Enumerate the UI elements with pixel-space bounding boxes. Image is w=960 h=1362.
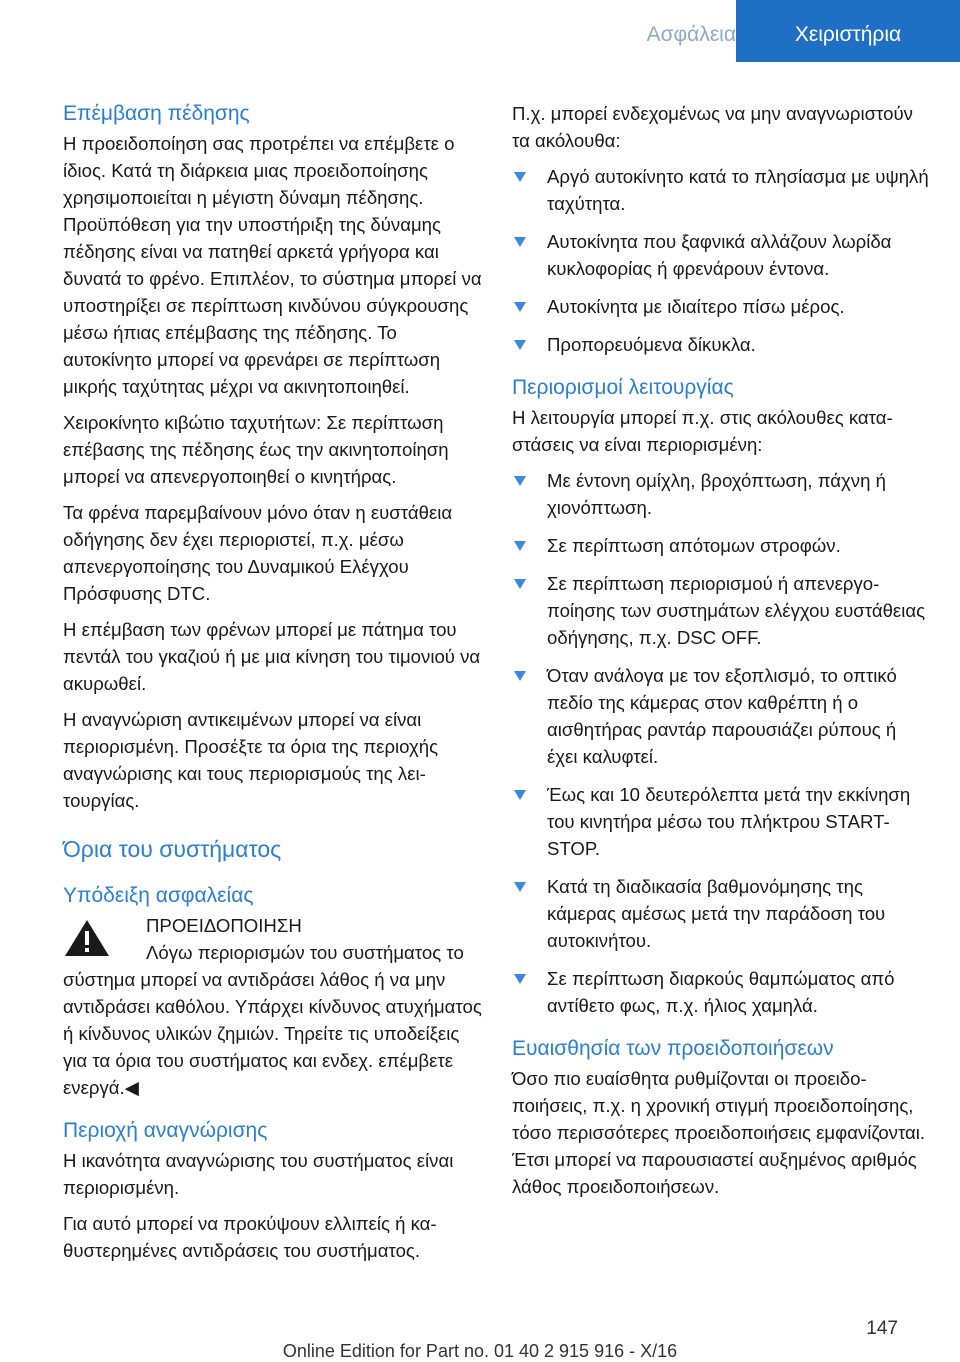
range-paragraph-1: Η ικανότητα αναγνώρισης του συστήματος είναι περιορισμένη.: [63, 1150, 454, 1198]
brake-paragraph-1: Η προειδοποίηση σας προτρέπει να επέμβετε ο ίδιος. Κατά τη διάρκεια μιας προειδοποίησης χρησιμοποιείται η μέγιστη δύναμη πέδησης. Προϋπόθεση για την υποστήριξη της δύναμης πέδησης είναι να πατηθεί αρκετά γρήγορα και δυνατά το φρένο. Επιπλέον, το σύστημα μπορεί να υποστηρίξει σε περίπτωση κινδύνου σύγκρουσης μέσω ήπιας επέμβασης της πέδησης. Το αυτοκίνητο μπορεί να φρενάρει σε περίπτωση μικρής ταχύτητας μέχρι να ακινητοποιηθεί.: [63, 133, 482, 397]
list-item: Κατά τη διαδικασία βαθμονόμησης της κάμερας αμέσως μετά την παράδοση του αυτοκινήτου.: [512, 873, 930, 954]
sensitivity-paragraph: Όσο πιο ευαίσθητα ρυθμίζονται οι προειδοποιήσεις, π.χ. η χρονική στιγμή προειδοποίησης, τόσο περισσότερες προειδοποιήσεις εμφανίζονται. Έτσι μπορεί να παρουσιαστεί αυξημένος αριθμός λάθος προειδοποιήσεων.: [512, 1068, 926, 1197]
list-item: Σε περίπτωση απότομων στροφών.: [512, 532, 930, 559]
safety-note-heading: Υπόδειξη ασφαλείας: [63, 884, 254, 907]
triangle-bullet-icon: [514, 476, 526, 486]
warning-text-first: Λόγω περιορισμών του συστήματος το: [146, 942, 464, 963]
warning-text-rest: σύστημα μπορεί να αντιδράσει λάθος ή να μην αντιδράσει καθόλου. Υπάρχει κίνδυνος ατυχήματος ή κίνδυνος υλικών ζημιών. Τηρείτε τις υποδείξεις για τα όρια του συστήματος και ενδεχ. επέμβετε ενεργά.◀: [63, 969, 482, 1098]
list-item: Σε περίπτωση περιορισμού ή απενεργοποίησης των συστημάτων ελέγχου ευστάθειας οδήγησης, π.χ. DSC OFF.: [512, 570, 930, 651]
list-item: Προπορευόμενα δίκυκλα.: [512, 331, 930, 358]
list-item: Με έντονη ομίχλη, βροχόπτωση, πάχνη ή χιονόπτωση.: [512, 467, 930, 521]
triangle-bullet-icon: [514, 790, 526, 800]
range-examples-intro: Π.χ. μπορεί ενδεχομένως να μην αναγνωριστούν τα ακόλουθα:: [512, 103, 913, 151]
brake-paragraph-2: Χειροκίνητο κιβώτιο ταχυτήτων: Σε περίπτωση επέβασης της πέδησης έως την ακινητοποίηση μπορεί να απενεργοποιηθεί ο κινητήρας.: [63, 412, 449, 487]
list-item: Σε περίπτωση διαρκούς θαμπώματος από αντίθετο φως, π.χ. ήλιος χαμηλά.: [512, 965, 930, 1019]
list-item: Αυτοκίνητα με ιδιαίτερο πίσω μέρος.: [512, 293, 930, 320]
page-header: [0, 0, 960, 62]
left-column: [63, 100, 483, 1273]
triangle-bullet-icon: [514, 541, 526, 551]
triangle-bullet-icon: [514, 579, 526, 589]
list-item: Αυτοκίνητα που ξαφνικά αλλάζουν λωρίδα κυκλοφορίας ή φρενάρουν έντονα.: [512, 228, 930, 282]
warning-box: [63, 912, 483, 1101]
warning-sensitivity-heading: Ευαισθησία των προειδοποιήσεων: [512, 1037, 834, 1060]
triangle-bullet-icon: [514, 340, 526, 350]
range-examples-list: [512, 163, 930, 358]
triangle-bullet-icon: [514, 974, 526, 984]
list-item: Αργό αυτοκίνητο κατά το πλησίασμα με υψηλή ταχύτητα.: [512, 163, 930, 217]
section-tab[interactable]: Ασφάλεια: [646, 23, 736, 46]
function-limits-intro: Η λειτουργία μπορεί π.χ. στις ακόλουθες καταστάσεις να είναι περιορισμένη:: [512, 407, 893, 455]
list-item: Έως και 10 δευτερόλεπτα μετά την εκκίνηση του κινητήρα μέσω του πλήκτρου START-STOP.: [512, 781, 930, 862]
brake-paragraph-4: Η επέμβαση των φρένων μπορεί με πάτημα του πεντάλ του γκαζιού ή με μια κίνηση του τιμονιού να ακυρωθεί.: [63, 619, 481, 694]
chapter-tab[interactable]: Χειριστήρια: [736, 0, 960, 62]
triangle-bullet-icon: [514, 172, 526, 182]
triangle-bullet-icon: [514, 671, 526, 681]
brake-paragraph-5: Η αναγνώριση αντικειμένων μπορεί να είναι περιορισμένη. Προσέξτε τα όρια της περιοχής αναγνώρισης και τους περιορισμούς της λειτουργίας.: [63, 709, 439, 811]
function-limits-heading: Περιορισμοί λειτουργίας: [512, 376, 734, 399]
brake-paragraph-3: Τα φρένα παρεμβαίνουν μόνο όταν η ευστάθεια οδήγησης δεν έχει περιοριστεί, π.χ. μέσω απενεργοποίησης του Δυναμικού Ελέγχου Πρόσφυσης DTC.: [63, 502, 453, 604]
list-item: Όταν ανάλογα με τον εξοπλισμό, το οπτικό πεδίο της κάμερας στον καθρέπτη ή ο αισθητήρας ραντάρ παρουσιάζει ρύπους ή έχει καλυφτεί.: [512, 662, 930, 770]
edition-note: Online Edition for Part no. 01 40 2 915 916 - X/16: [282, 1341, 678, 1361]
detection-range-heading: Περιοχή αναγνώρισης: [63, 1119, 268, 1142]
function-limits-list: [512, 467, 930, 1019]
triangle-bullet-icon: [514, 237, 526, 247]
brake-intervention-heading: Επέμβαση πέδησης: [63, 102, 250, 125]
warning-label: ΠΡΟΕΙΔΟΠΟΙΗΣΗ: [146, 915, 302, 936]
triangle-bullet-icon: [514, 302, 526, 312]
warning-triangle-icon: [63, 918, 111, 958]
page-number: 147: [866, 1318, 898, 1339]
triangle-bullet-icon: [514, 882, 526, 892]
right-column: [512, 100, 930, 1209]
system-limits-heading: Όρια του συστήματος: [63, 836, 282, 862]
range-paragraph-2: Για αυτό μπορεί να προκύψουν ελλιπείς ή καθυστερημένες αντιδράσεις του συστήματος.: [63, 1213, 437, 1261]
